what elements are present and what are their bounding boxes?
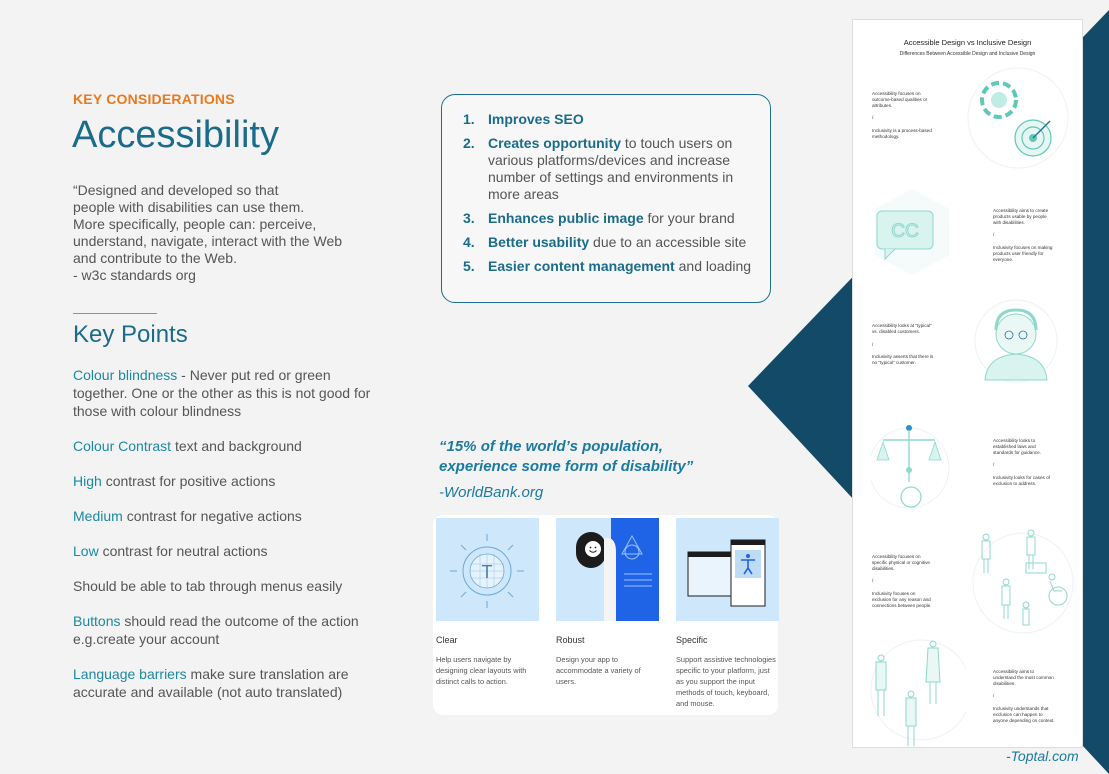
benefit-number: 5. — [463, 258, 475, 274]
principles-cards — [433, 515, 778, 715]
benefit-text: due to an accessible site — [589, 234, 747, 250]
benefit-item — [463, 258, 763, 275]
key-point-highlight: Colour blindness — [73, 367, 178, 383]
definition-line: and contribute to the Web. — [73, 250, 237, 266]
infographic-row — [872, 91, 934, 140]
key-point-item — [73, 577, 383, 595]
benefits-list — [463, 111, 763, 282]
inclusivity-statement: Inclusivity looks for cases of exclusion to address. — [993, 475, 1050, 486]
accessibility-statement: Accessibility focuses on outcome-based qualities or attributes. — [872, 91, 928, 108]
key-point-separator: - — [177, 367, 190, 383]
definition-source: - w3c standards org — [73, 267, 196, 283]
key-point-item — [73, 507, 383, 525]
people-group-icon — [861, 630, 966, 748]
card-clear — [436, 518, 539, 687]
key-point-highlight: Language barriers — [73, 666, 187, 682]
key-point-text: text and background — [174, 438, 302, 454]
key-point-text: contrast for neutral actions — [102, 543, 268, 559]
key-point-text: Should be able to tab through menus easily — [73, 578, 343, 594]
diverse-people-icon — [968, 525, 1078, 640]
person-headphones-icon — [963, 298, 1073, 388]
statistic-quote — [439, 437, 693, 477]
key-point-item — [73, 542, 383, 560]
infographic-row — [993, 669, 1055, 724]
key-point-highlight: Low — [73, 543, 99, 559]
quote-line: experience some form of disability” — [439, 458, 694, 475]
infographic-subtitle: Differences Between Accessible Design and Inclusive Design — [899, 51, 1036, 57]
quote-source: -WorldBank.org — [439, 484, 544, 501]
benefit-item — [463, 210, 763, 227]
card-robust — [556, 518, 659, 687]
separator: / — [872, 115, 874, 121]
key-point-item — [73, 366, 383, 420]
quote-line: “15% of the world’s population, — [439, 438, 663, 455]
benefit-number: 3. — [463, 210, 475, 226]
accessibility-statement: Accessibility focuses on specific physical or cognitive disabilities. — [872, 554, 930, 571]
definition-quote — [73, 182, 373, 284]
key-point-text: make sure translation are accurate and available (not auto translated) — [73, 666, 349, 700]
accessibility-statement: Accessibility aims to understand the most common disabilities. — [993, 669, 1054, 686]
infographic-row — [872, 323, 934, 366]
target-icon — [963, 66, 1073, 171]
accessibility-statement: Accessibility looks at "typical" vs. disabled customers. — [872, 323, 932, 334]
separator: / — [872, 578, 874, 584]
separator: / — [993, 462, 995, 468]
card-title: Specific — [676, 635, 708, 645]
svg-text:T: T — [481, 562, 493, 582]
infographic-panel — [852, 19, 1083, 748]
benefit-text: to touch users on various platforms/devices and increase number of settings and environments in more areas — [488, 135, 734, 202]
benefit-title: Better usability — [488, 234, 590, 250]
infographic-row — [872, 554, 934, 609]
benefit-title: Improves SEO — [488, 111, 584, 127]
accessibility-statement: Accessibility aims to create products usable by people with disabilities. — [993, 208, 1049, 225]
definition-line: “Designed and developed so that — [73, 182, 279, 198]
closed-captions-icon — [867, 185, 957, 280]
benefit-text: for your brand — [643, 210, 735, 226]
benefit-number: 1. — [463, 111, 475, 127]
key-points-divider — [73, 313, 157, 314]
scales-wheelchair-icon — [871, 420, 961, 515]
benefit-text: and loading — [674, 258, 752, 274]
infographic-row — [993, 438, 1055, 487]
definition-line: people with disabilities can use them. — [73, 199, 305, 215]
page-title: Accessibility — [72, 114, 279, 156]
card-description: Help users navigate by designing clear layouts with distinct calls to action. — [436, 655, 527, 686]
key-points-title: Key Points — [73, 321, 188, 348]
benefit-number: 2. — [463, 135, 475, 151]
text-sun-icon — [436, 518, 539, 621]
key-point-item — [73, 472, 383, 490]
card-description: Design your app to accommodate a variety of users. — [556, 655, 641, 686]
definition-line: More specifically, people can: perceive, — [73, 216, 317, 232]
key-point-item — [73, 612, 383, 648]
card-title: Robust — [556, 635, 585, 645]
infographic-credit: -Toptal.com — [1006, 748, 1079, 764]
card-title: Clear — [436, 635, 458, 645]
accessibility-statement: Accessibility looks to established laws and standards for guidance. — [993, 438, 1042, 455]
infographic-title: Accessible Design vs Inclusive Design — [903, 38, 1032, 47]
benefit-title: Enhances public image — [488, 210, 644, 226]
key-point-text: Never put red or green together. One or the other as this is not good for those with colour blindness — [73, 367, 371, 419]
inclusivity-statement: Inclusivity asserts that there is no "typical" customer. — [872, 354, 934, 366]
definition-line: understand, navigate, interact with the Web — [73, 233, 343, 249]
benefit-item — [463, 135, 763, 203]
svg-text:CC: CC — [891, 221, 919, 242]
benefits-box — [441, 94, 771, 303]
key-point-text: contrast for positive actions — [105, 473, 276, 489]
key-point-item — [73, 437, 383, 455]
benefit-item — [463, 234, 763, 251]
key-point-highlight: Colour Contrast — [73, 438, 172, 454]
card-specific — [676, 518, 779, 709]
section-kicker: KEY CONSIDERATIONS — [73, 91, 235, 107]
benefit-item — [463, 111, 763, 128]
benefit-title: Easier content management — [488, 258, 675, 274]
card-description: Support assistive technologies specific to your platform, just as you support the input methods of touch, keyboard, and mouse. — [676, 655, 776, 708]
key-point-text: should read the outcome of the action e.g.create your account — [73, 613, 359, 647]
inclusivity-statement: Inclusivity is a process-based methodology. — [872, 128, 932, 139]
separator: / — [993, 232, 995, 238]
infographic-row — [993, 208, 1055, 263]
inclusivity-statement: Inclusivity understands that exclusion can happen to anyone depending on context. — [993, 706, 1055, 723]
inclusivity-statement: Inclusivity focuses on exclusion for any reason and connections between people. — [872, 591, 932, 608]
separator: / — [872, 341, 874, 347]
accessibility-window-icon — [676, 518, 779, 621]
benefit-number: 4. — [463, 234, 475, 250]
inclusivity-statement: Inclusivity focuses on making products user friendly for everyone. — [993, 245, 1053, 262]
key-point-highlight: High — [73, 473, 102, 489]
key-point-item — [73, 665, 383, 701]
key-point-highlight: Medium — [73, 508, 123, 524]
smiley-shapes-icon — [556, 518, 659, 621]
key-point-highlight: Buttons — [73, 613, 121, 629]
key-point-text: contrast for negative actions — [126, 508, 302, 524]
benefit-title: Creates opportunity — [488, 135, 622, 151]
separator: / — [993, 693, 995, 699]
